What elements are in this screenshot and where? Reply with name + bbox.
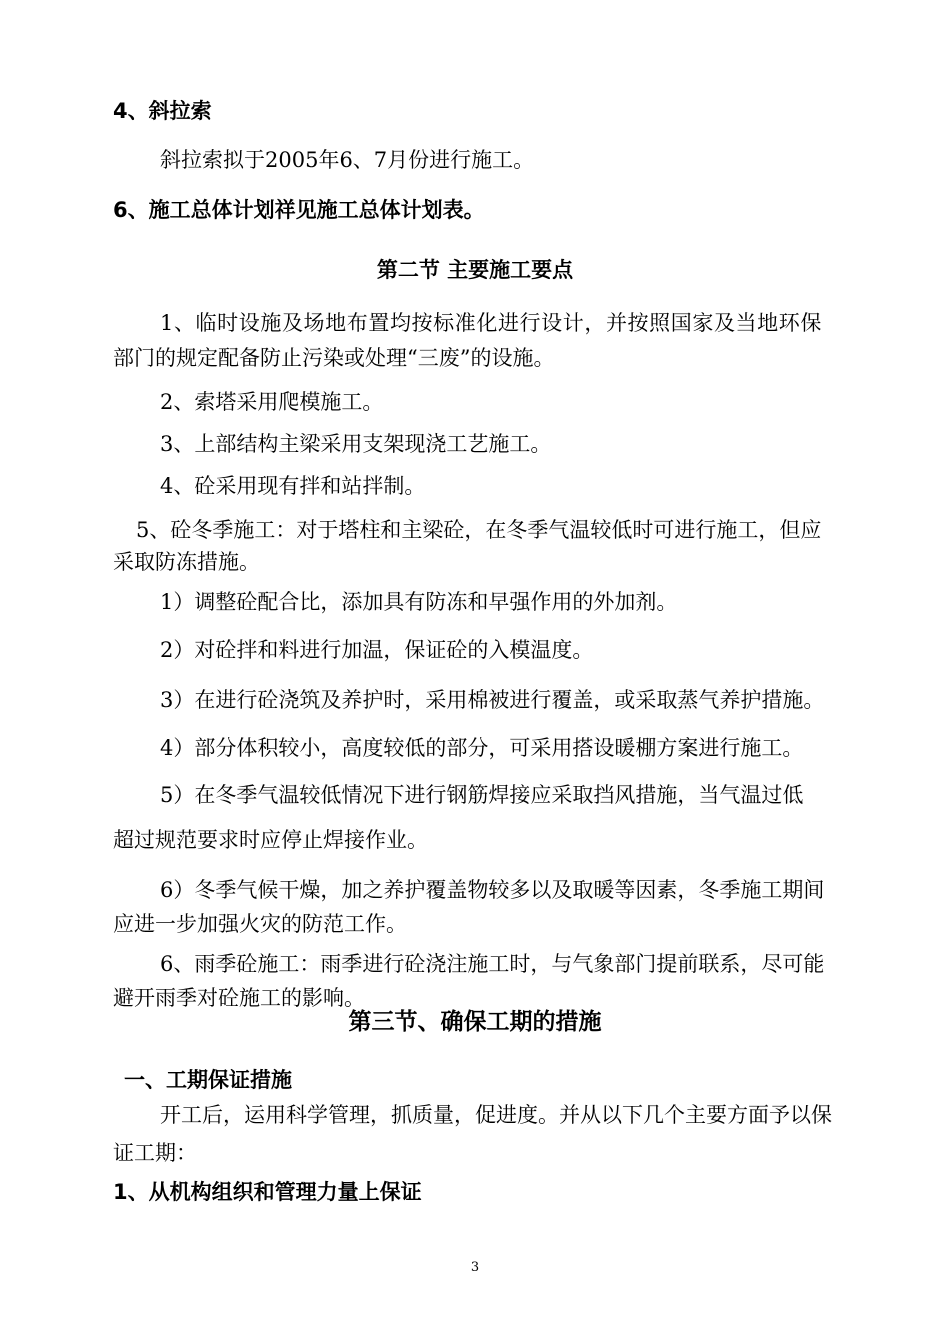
list-item: 4）部分体积较小，高度较低的部分，可采用搭设暖棚方案进行施工。 bbox=[160, 736, 804, 760]
list-item-continuation: 应进一步加强火灾的防范工作。 bbox=[113, 912, 407, 936]
heading-schedule-measures: 一、工期保证措施 bbox=[124, 1068, 292, 1092]
list-item: 2）对砼拌和料进行加温，保证砼的入模温度。 bbox=[160, 638, 594, 662]
paragraph-line: 4、砼采用现有拌和站拌制。 bbox=[160, 474, 426, 498]
paragraph-line: 证工期： bbox=[113, 1141, 197, 1165]
section-title-3: 第三节、确保工期的措施 bbox=[348, 1009, 602, 1035]
paragraph-line: 采取防冻措施。 bbox=[113, 550, 260, 574]
list-item: 5）在冬季气温较低情况下进行钢筋焊接应采取挡风措施，当气温过低 bbox=[160, 783, 804, 807]
heading-overall-plan: 6、施工总体计划祥见施工总体计划表。 bbox=[113, 198, 485, 222]
list-item: 3）在进行砼浇筑及养护时，采用棉被进行覆盖，或采取蒸气养护措施。 bbox=[160, 688, 825, 712]
paragraph-line: 斜拉索拟于2005年6、7月份进行施工。 bbox=[160, 148, 535, 172]
heading-organization: 1、从机构组织和管理力量上保证 bbox=[113, 1180, 422, 1204]
heading-cable-stays: 4、斜拉索 bbox=[113, 99, 212, 123]
paragraph-line: 6、雨季砼施工：雨季进行砼浇注施工时，与气象部门提前联系，尽可能 bbox=[160, 952, 825, 976]
list-item: 1）调整砼配合比，添加具有防冻和早强作用的外加剂。 bbox=[160, 590, 678, 614]
paragraph-line: 开工后，运用科学管理，抓质量，促进度。并从以下几个主要方面予以保 bbox=[160, 1103, 832, 1127]
list-item: 6）冬季气候干燥，加之养护覆盖物较多以及取暖等因素，冬季施工期间 bbox=[160, 878, 825, 902]
paragraph-line: 2、索塔采用爬模施工。 bbox=[160, 390, 384, 414]
list-item-continuation: 超过规范要求时应停止焊接作业。 bbox=[113, 828, 428, 852]
paragraph-line: 5、砼冬季施工：对于塔柱和主梁砼，在冬季气温较低时可进行施工，但应 bbox=[136, 518, 822, 542]
paragraph-line: 部门的规定配备防止污染或处理“三废”的设施。 bbox=[113, 346, 555, 370]
paragraph-line: 避开雨季对砼施工的影响。 bbox=[113, 986, 365, 1010]
paragraph-line: 1、临时设施及场地布置均按标准化进行设计，并按照国家及当地环保 bbox=[160, 311, 822, 335]
page-number: 3 bbox=[470, 1260, 480, 1275]
paragraph-line: 3、上部结构主梁采用支架现浇工艺施工。 bbox=[160, 432, 552, 456]
section-title-2: 第二节 主要施工要点 bbox=[376, 258, 574, 282]
